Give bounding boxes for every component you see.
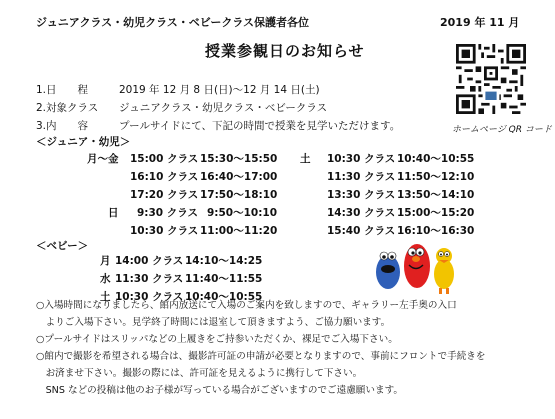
schedule-day: 月 — [100, 255, 111, 267]
qr-code-icon — [456, 44, 526, 114]
schedule-class: 16:10 クラス — [130, 171, 199, 183]
schedule-time: 16:10～16:30 — [397, 225, 475, 237]
schedule-class: 14:00 クラス — [115, 255, 184, 267]
schedule-class: 11:30 クラス — [327, 171, 396, 183]
qr-label: ホームページ QR コード — [452, 125, 552, 135]
schedule-time: 15:30～15:50 — [200, 153, 278, 165]
schedule-day: 月～金 — [87, 153, 119, 165]
schedule-day: 水 — [100, 273, 111, 285]
page-title: 授業参観日のお知らせ — [205, 42, 365, 60]
date-label: 1.日 程 — [36, 84, 89, 96]
recipients: ジュニアクラス・幼児クラス・ベビークラス保護者各位 — [36, 16, 310, 29]
schedule-time: 15:00～15:20 — [397, 207, 475, 219]
schedule-class: 13:30 クラス — [327, 189, 396, 201]
note-line: よりご入場下さい。見学終了時間には退室して頂きますよう、ご協力願います。 — [36, 317, 391, 328]
note-line: ○館内で撮影を希望される場合は、撮影許可証の申請が必要となりますので、事前にフロントで手続きを — [36, 351, 486, 362]
schedule-day: 日 — [108, 207, 119, 219]
schedule-time: 10:40～10:55 — [185, 291, 263, 303]
schedule-day: 土 — [300, 153, 311, 165]
schedule-time: 17:50～18:10 — [200, 189, 278, 201]
muppet-characters-icon — [372, 232, 458, 296]
class-label: 2.対象クラス — [36, 102, 99, 114]
schedule-class: 15:40 クラス — [327, 225, 396, 237]
note-line: ○入場時間になりましたら、館内放送にて入場のご案内を致しますので、ギャラリー左手奥の入口 — [36, 300, 457, 311]
junior-heading: ＜ジュニア・幼児＞ — [36, 136, 131, 148]
schedule-class: 9:30 クラス — [137, 207, 198, 219]
note-line: お済ませ下さい。撮影の際には、許可証を見えるように携行して下さい。 — [36, 368, 363, 379]
schedule-time: 16:40～17:00 — [200, 171, 278, 183]
schedule-day: 土 — [100, 291, 111, 303]
note-line: ○プールサイドはスリッパなどの上履きをご持参いただくか、裸足でご入場下さい。 — [36, 334, 398, 345]
schedule-time: 9:50～10:10 — [207, 207, 278, 219]
baby-heading: ＜ベビー＞ — [36, 240, 89, 252]
schedule-time: 10:40～10:55 — [397, 153, 475, 165]
schedule-time: 11:50～12:10 — [397, 171, 475, 183]
schedule-time: 14:10～14:25 — [185, 255, 263, 267]
schedule-class: 14:30 クラス — [327, 207, 396, 219]
schedule-time: 13:50～14:10 — [397, 189, 475, 201]
schedule-class: 15:00 クラス — [130, 153, 199, 165]
note-line: SNS などの投稿は他のお子様が写っている場合がございますのでご遠慮願います。 — [36, 385, 404, 396]
schedule-class: 10:30 クラス — [327, 153, 396, 165]
content-value: プールサイドにて、下記の時間で授業を見学いただけます。 — [119, 120, 401, 132]
schedule-class: 17:20 クラス — [130, 189, 199, 201]
date-value: 2019 年 12 月 8 日(日)～12 月 14 日(土) — [119, 84, 320, 96]
content-label: 3.内 容 — [36, 120, 89, 132]
schedule-class: 11:30 クラス — [115, 273, 184, 285]
class-value: ジュニアクラス・幼児クラス・ベビークラス — [119, 102, 328, 114]
schedule-class: 10:30 クラス — [115, 291, 184, 303]
schedule-class: 10:30 クラス — [130, 225, 199, 237]
document-date: 2019 年 11 月 — [440, 16, 520, 29]
schedule-time: 11:00～11:20 — [200, 225, 278, 237]
schedule-time: 11:40～11:55 — [185, 273, 263, 285]
